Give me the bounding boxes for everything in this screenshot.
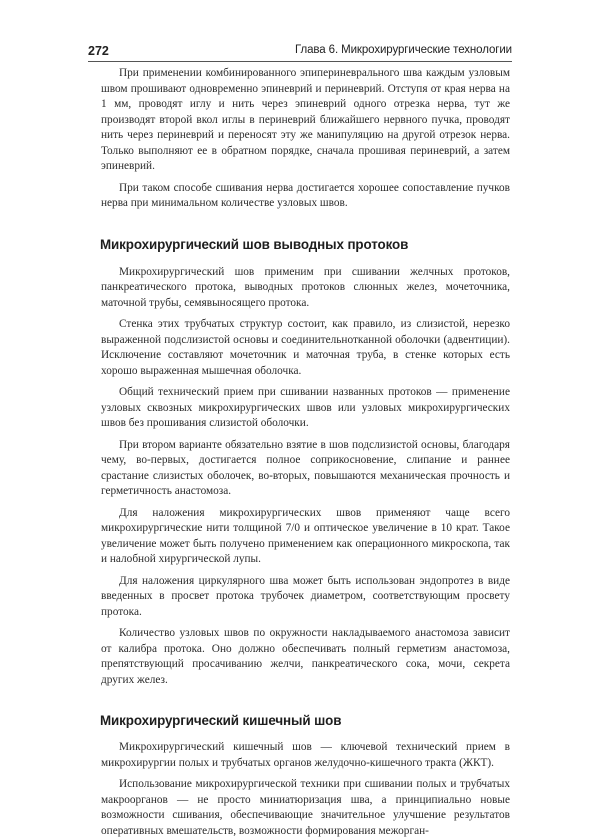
paragraph: Для наложения микрохирургических швов применяют чаще всего микрохирургические нити толщиной 7/0 и оптическое увеличение в 10 крат. Такое увеличение может быть получено применением как операционного микроскопа, так и налобной хирургической лупы. [101, 506, 510, 565]
header-rule [88, 61, 512, 62]
paragraph: При применении комбинированного эпипериневрального шва каждым узловым швом прошивают одновременно эпиневрий и периневрий. Отступя от края нерва на 1 мм, проводят иглу и нить через эпиневрий одного отрезка нерва, тут же производят второй вкол иглы в периневрий ближайшего нервного пучка, проводят нить через периневрий и переносят эту же манипуляцию на другой отрезок нерва. Только выполняют ее в обратном порядке, сначала прошивая периневрий, а затем эпиневрий. [101, 67, 510, 172]
paragraph: Микрохирургический шов применим при сшивании желчных протоков, панкреатического протока, выводных протоков слюнных желез, мочеточника, маточной трубы, семявыносящего протока. [101, 265, 510, 309]
paragraph: При таком способе сшивания нерва достигается хорошее сопоставление пучков нерва при минимальном количестве узловых швов. [101, 181, 510, 209]
paragraph: Микрохирургический кишечный шов — ключевой технический прием в микрохирургии полых и трубчатых органов желудочно-кишечного тракта (ЖКТ). [101, 741, 510, 769]
chapter-title: Глава 6. Микрохирургические технологии [294, 44, 512, 56]
page-body [101, 66, 510, 839]
paragraph: Количество узловых швов по окружности накладываемого анастомоза зависит от калибра протока. Оно должно обеспечивать полный герметизм анастомоза, препятствующий просачиванию желчи, панкреатического сока, мочи, секрета других желез. [101, 627, 510, 686]
paragraph: При втором варианте обязательно взятие в шов подслизистой основы, благодаря чему, во-первых, достигается полное соприкосновение, слипание и раннее срастание слизистых оболочек, во-вторых, повышаются механическая прочность и герметичность анастомоза. [101, 438, 510, 497]
running-header [88, 44, 512, 62]
paragraph: Стенка этих трубчатых структур состоит, как правило, из слизистой, нерезко выраженной подслизистой основы и соединительнотканной оболочки (адвентиции). Исключение составляют мочеточник и маточная труба, в стенке которых есть хорошо выраженная мышечная оболочка. [101, 318, 510, 377]
page-number: 272 [88, 44, 109, 58]
paragraph: Для наложения циркулярного шва может быть использован эндопротез в виде введенных в просвет протока трубочек диаметром, соответствующим просвету протока. [101, 574, 510, 618]
paragraph: Использование микрохирургической техники при сшивании полых и трубчатых макроорганов — не просто миниатюризация шва, а принципиально новые возможности сшивания, обеспечивающие значительное улучшение результатов оперативных вмешательств, возможности формирования межорган- [101, 778, 510, 837]
section-heading: Микрохирургический кишечный шов [100, 713, 342, 728]
paragraph: Общий технический прием при сшивании названных протоков — применение узловых сквозных микрохирургических швов или узловых микрохирургических швов без прошивания слизистой оболочки. [101, 386, 510, 429]
section-heading: Микрохирургический шов выводных протоков [100, 236, 409, 252]
